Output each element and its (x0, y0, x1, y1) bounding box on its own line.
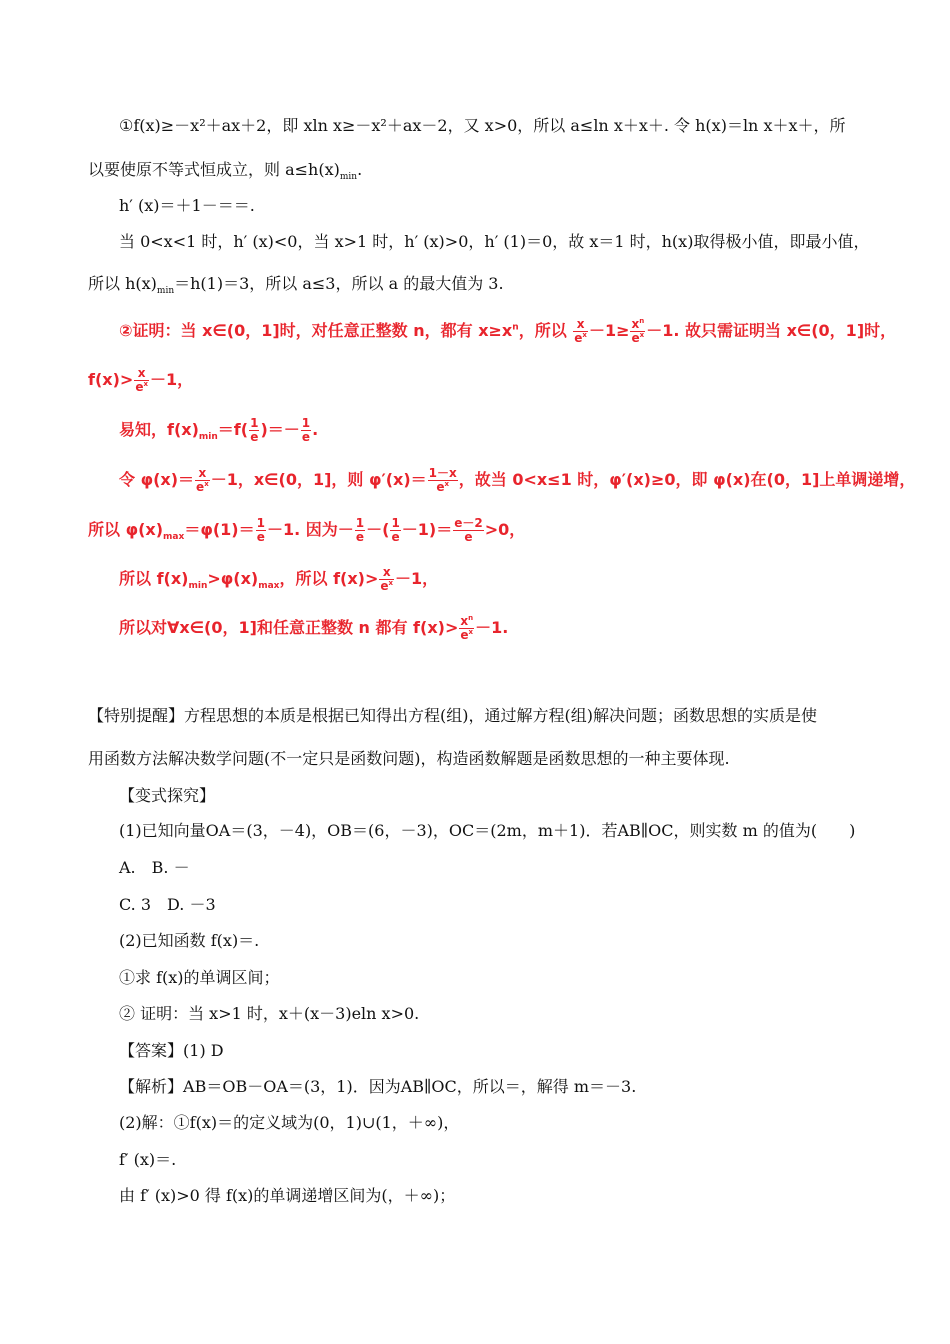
proof-line-6 (119, 566, 438, 593)
denominator: e (464, 530, 473, 544)
text: －1. 故只需证明当 x∈(0，1]时， (646, 321, 897, 340)
numerator: x (195, 467, 210, 481)
numerator: 1 (355, 516, 365, 530)
denominator (379, 580, 394, 593)
answer-label: 【答案】 (119, 1041, 184, 1060)
options-ab: A. B. － (119, 858, 190, 877)
text: >φ(x) (207, 569, 259, 588)
proof-line-1 (119, 318, 896, 345)
fraction (573, 318, 588, 345)
exponent: x (204, 480, 209, 488)
answer-text: (1) D (183, 1041, 224, 1060)
solution-line (119, 1077, 636, 1097)
text: 所以 f(x) (119, 569, 189, 588)
subscript: min (339, 172, 358, 183)
exponent: x (582, 331, 587, 339)
text: 以要使原不等式恒成立，则 a≤h(x) (88, 160, 340, 179)
base: e (436, 480, 445, 494)
fraction (195, 467, 210, 494)
proof-line-2 (88, 367, 193, 394)
exponent: x (143, 380, 148, 388)
proof-line-5 (88, 517, 525, 544)
subscript: max (258, 581, 280, 592)
question-2: (2)已知函数 f(x)＝. (119, 931, 260, 950)
text: ，所以 (518, 321, 567, 340)
denominator (630, 332, 645, 345)
fraction (459, 615, 474, 642)
text: －1≥ (588, 321, 630, 340)
text: 所以对∀x∈(0，1]和任意正整数 n 都有 f(x)> (119, 618, 459, 637)
solution-line-5 (88, 274, 504, 297)
solution-label: 【解析】 (119, 1077, 184, 1096)
subscript: min (188, 581, 208, 592)
increasing-interval-line: 由 f′ (x)>0 得 f(x)的单调递增区间为(，＋∞)； (119, 1186, 456, 1205)
question-2-part-2: ② 证明：当 x>1 时，x＋(x－3)eln x>0. (119, 1004, 420, 1023)
text: ＝f( (217, 420, 249, 439)
text: －1. 因为－ (266, 520, 354, 539)
base: e (380, 579, 389, 593)
base: x (631, 317, 640, 331)
text: －1. (475, 618, 509, 637)
numerator: e－2 (454, 516, 483, 530)
text: )＝－ (260, 420, 300, 439)
numerator: 1 (391, 516, 400, 530)
exponent: x (639, 331, 645, 339)
fraction (355, 517, 365, 544)
text: 令 φ(x)＝ (119, 470, 195, 489)
denominator (195, 481, 210, 494)
proof-line-4 (119, 467, 915, 494)
tip-line-2: 用函数方法解决数学问题(不一定只是函数问题)，构造函数解题是函数思想的一种主要体现. (88, 749, 730, 768)
denominator (573, 332, 588, 345)
text: f(x)> (88, 370, 134, 389)
numerator: 1－x (428, 466, 457, 480)
proof-line-3 (119, 417, 318, 444)
numerator: x (134, 367, 149, 381)
tip-line-1 (88, 706, 817, 726)
variant-heading: 【变式探究】 (119, 786, 216, 805)
derivative-line: f′ (x)＝. (119, 1150, 177, 1169)
fraction (249, 417, 259, 444)
exponent: x (468, 628, 474, 636)
exponent: n (639, 317, 645, 325)
base: e (574, 331, 583, 345)
text: ②证明：当 x∈(0，1]时，对任意正整数 n，都有 x≥x (119, 321, 513, 340)
text: ，故当 0<x≤1 时，φ′(x)≥0，即 φ(x)在(0，1]上单调递增， (458, 470, 916, 489)
solution-line-2 (88, 160, 363, 183)
denominator: e (301, 430, 311, 444)
text: . (312, 420, 319, 439)
numerator: 1 (250, 416, 259, 430)
text: ＝φ(1)＝ (184, 520, 255, 539)
base: e (631, 331, 640, 345)
answer-line (119, 1041, 224, 1061)
numerator: 1 (256, 516, 265, 530)
denominator: e (250, 430, 259, 444)
text: 易知，f(x) (119, 420, 199, 439)
text: >0， (484, 520, 526, 539)
fraction (428, 467, 458, 494)
fraction (134, 367, 149, 394)
solution-text: AB＝OB－OA＝(3，1)．因为AB∥OC，所以＝，解得 m＝－3. (183, 1077, 637, 1096)
fraction (379, 566, 394, 593)
numerator: x (573, 318, 588, 332)
text: －1，x∈(0，1]，则 φ′(x)＝ (210, 470, 427, 489)
denominator (134, 381, 149, 394)
subscript: min (198, 432, 218, 443)
denominator: e (256, 530, 265, 544)
denominator: e (355, 530, 364, 544)
base: e (196, 480, 205, 494)
base: e (135, 380, 144, 394)
fraction (301, 417, 311, 444)
numerator: 1 (301, 416, 311, 430)
subscript: max (163, 532, 185, 543)
numerator (459, 615, 474, 629)
solution-line-4: 当 0<x<1 时，h′ (x)<0，当 x>1 时，h′ (x)>0，h′ (1)＝0，故 x＝1 时，h(x)取得极小值，即最小值， (119, 232, 870, 251)
exponent: x (388, 579, 394, 587)
base: e (460, 628, 469, 642)
denominator (428, 481, 458, 494)
text: 所以 φ(x) (88, 520, 164, 539)
question-1: (1)已知向量OA＝(3，－4)，OB＝(6，－3)，OC＝(2m，m＋1)．若AB∥OC，则实数 m 的值为( ) (119, 821, 856, 840)
solution-line-3: h′ (x)＝＋1－＝＝. (119, 196, 255, 215)
fraction (453, 517, 484, 544)
text: －1， (395, 569, 439, 588)
denominator (459, 629, 474, 642)
text: ，所以 f(x)> (279, 569, 379, 588)
fraction (630, 318, 645, 345)
question-2-part-1: ①求 f(x)的单调区间； (119, 968, 280, 987)
denominator: e (391, 530, 400, 544)
solution-line-1: ①f(x)≥－x²＋ax＋2，即 xln x≥－x²＋ax－2，又 x>0，所以 a≤ln x＋x＋. 令 h(x)＝ln x＋x＋，所 (119, 116, 846, 135)
subscript: min (156, 286, 175, 297)
text: －( (366, 520, 390, 539)
superscript: n (512, 322, 519, 333)
numerator: x (379, 566, 394, 580)
text: 所以 h(x) (88, 274, 157, 293)
solution-part-2: (2)解：①f(x)＝的定义域为(0，1)∪(1，＋∞)， (119, 1113, 460, 1132)
exponent: x (444, 480, 450, 488)
numerator (630, 318, 645, 332)
tip-text: 方程思想的本质是根据已知得出方程(组)，通过解方程(组)解决问题；函数思想的实质是使 (184, 706, 817, 725)
options-cd: C. 3 D. －3 (119, 895, 216, 914)
text: －1)＝ (401, 520, 453, 539)
fraction (256, 517, 266, 544)
exponent: n (468, 614, 474, 622)
text: ＝h(1)＝3，所以 a≤3，所以 a 的最大值为 3. (174, 274, 504, 293)
text: －1， (149, 370, 194, 389)
text: . (357, 160, 363, 179)
base: x (460, 614, 469, 628)
tip-label: 【特别提醒】 (88, 706, 185, 725)
fraction (390, 517, 400, 544)
proof-line-7 (119, 615, 508, 642)
